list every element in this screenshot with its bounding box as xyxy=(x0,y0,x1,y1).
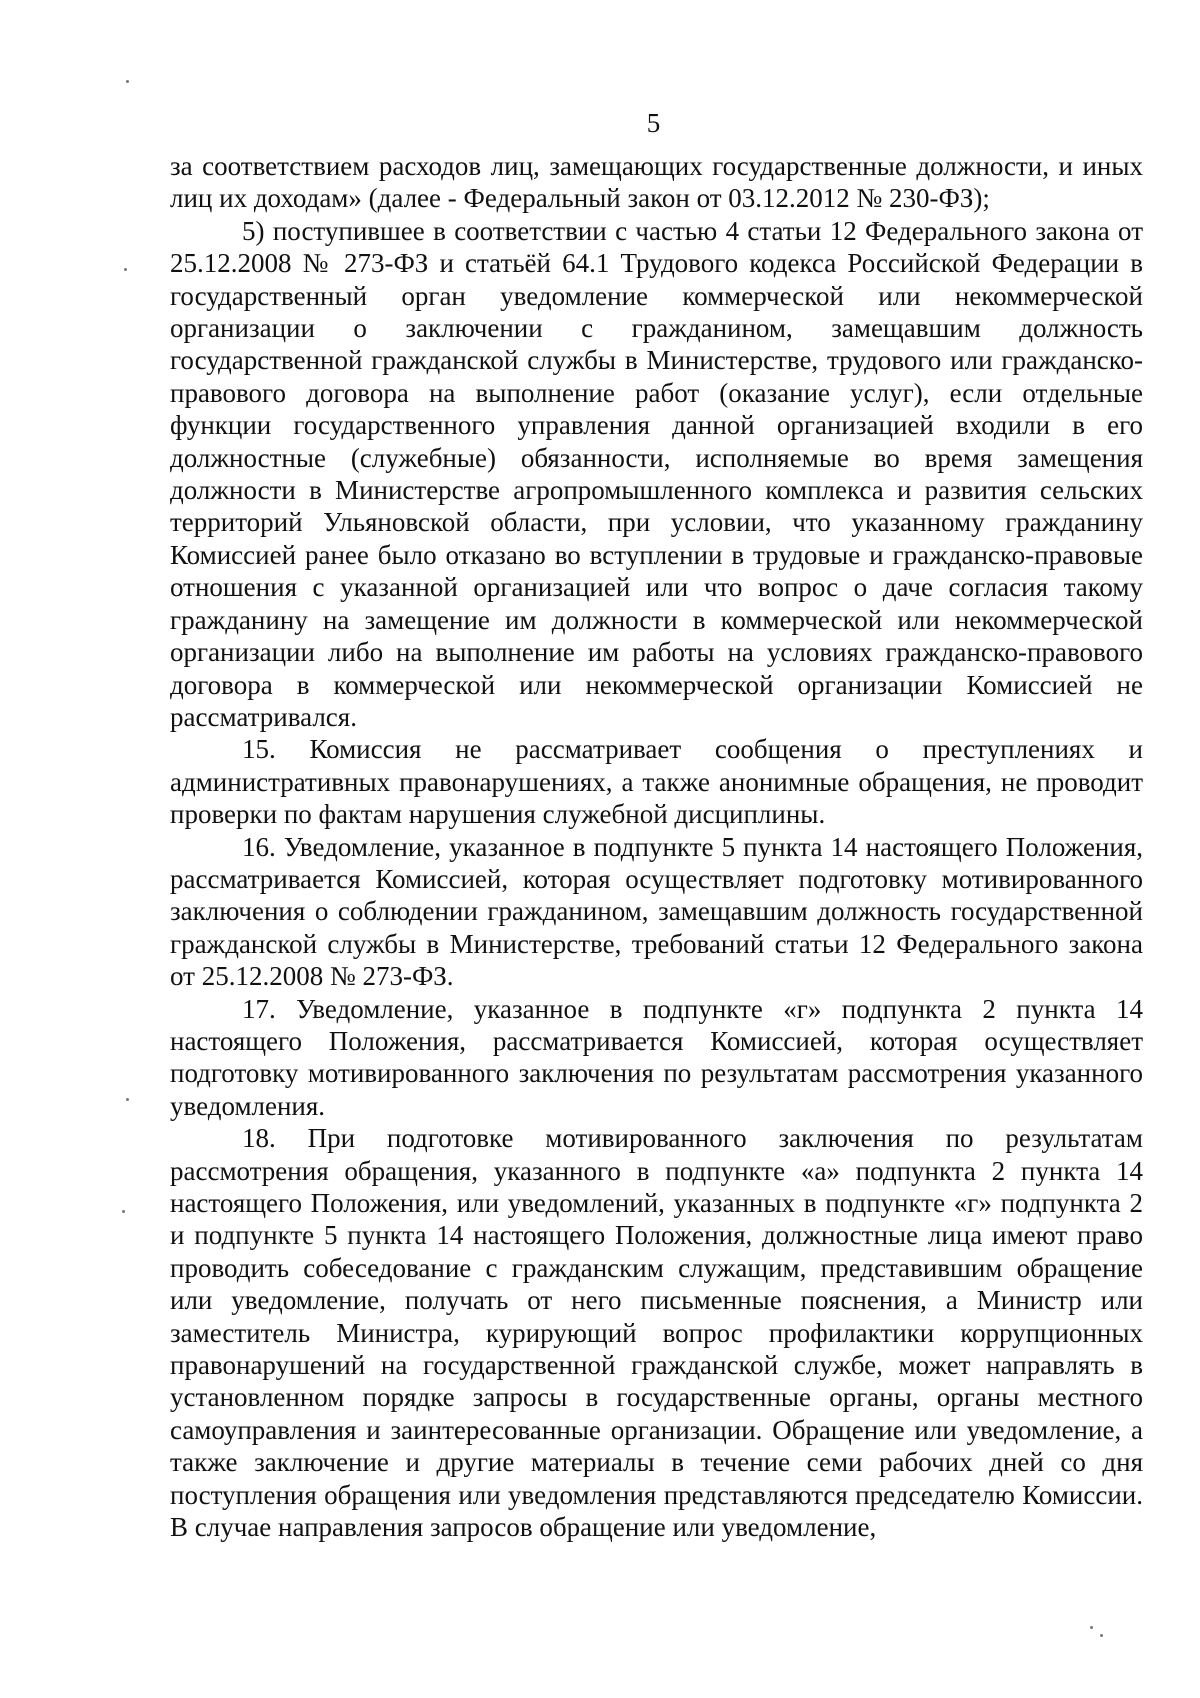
paragraph-15: 15. Комиссия не рассматривает сообщения о преступлениях и административных правонарушениях, а также анонимные обращения, не проводит проверки по фактам нарушения служебной дисциплины. xyxy=(170,734,1143,830)
paragraph-item-5: 5) поступившее в соответствии с частью 4 статьи 12 Федерального закона от 25.12.2008 № 273-ФЗ и статьёй 64.1 Трудового кодекса Российской Федерации в государственный орган уведомление коммерческой или некоммерческой организации о заключении с гражданином, замещавшим должность государственной гражданской службы в Министерстве, трудового или гражданско-правового договора на выполнение работ (оказание услуг), если отдельные функции государственного управления данной организацией входили в его должностные (служебные) обязанности, исполняемые во время замещения должности в Министерстве агропромышленного комплекса и развития сельских территорий Ульяновской области, при условии, что указанному гражданину Комиссией ранее было отказано во вступлении в трудовые и гражданско-правовые отношения с указанной организацией или что вопрос о даче согласия такому гражданину на замещение им должности в коммерческой или некоммерческой организации либо на выполнение им работы на условиях гражданско-правового договора в коммерческой или некоммерческой организации Комиссией не рассматривался. xyxy=(170,215,1143,732)
document-body xyxy=(170,150,1143,1543)
scan-artifact xyxy=(1090,1626,1093,1629)
scan-artifact xyxy=(1100,1634,1103,1637)
paragraph-18: 18. При подготовке мотивированного заключения по результатам рассмотрения обращения, указанного в подпункте «а» подпункта 2 пункта 14 настоящего Положения, или уведомлений, указанных в подпункте «г» подпункта 2 и подпункте 5 пункта 14 настоящего Положения, должностные лица имеют право проводить собеседование с гражданским служащим, представившим обращение или уведомление, получать от него письменные пояснения, а Министр или заместитель Министра, курирующий вопрос профилактики коррупционных правонарушений на государственной гражданской службе, может направлять в установленном порядке запросы в государственные органы, органы местного самоуправления и заинтересованные организации. Обращение или уведомление, а также заключение и другие материалы в течение семи рабочих дней со дня поступления обращения или уведомления представляются председателю Комиссии. В случае направления запросов обращение или уведомление, xyxy=(170,1123,1143,1543)
paragraph-17: 17. Уведомление, указанное в подпункте «г» подпункта 2 пункта 14 настоящего Положения, рассматривается Комиссией, которая осуществляет подготовку мотивированного заключения по результатам рассмотрения указанного уведомления. xyxy=(170,993,1143,1121)
scan-artifact xyxy=(126,80,129,83)
scan-artifact xyxy=(122,1210,125,1213)
page-number: 5 xyxy=(646,108,662,138)
paragraph-continuation: за соответствием расходов лиц, замещающих государственные должности, и иных лиц их доходам» (далее - Федеральный закон от 03.12.2012 № 230-ФЗ); xyxy=(170,151,1143,214)
paragraph-16: 16. Уведомление, указанное в подпункте 5 пункта 14 настоящего Положения, рассматривается Комиссией, которая осуществляет подготовку мотивированного заключения о соблюдении гражданином, замещавшим должность государственной гражданской службы в Министерстве, требований статьи 12 Федерального закона от 25.12.2008 № 273-ФЗ. xyxy=(170,831,1143,992)
scan-artifact xyxy=(124,268,127,271)
scan-artifact xyxy=(126,1098,129,1101)
